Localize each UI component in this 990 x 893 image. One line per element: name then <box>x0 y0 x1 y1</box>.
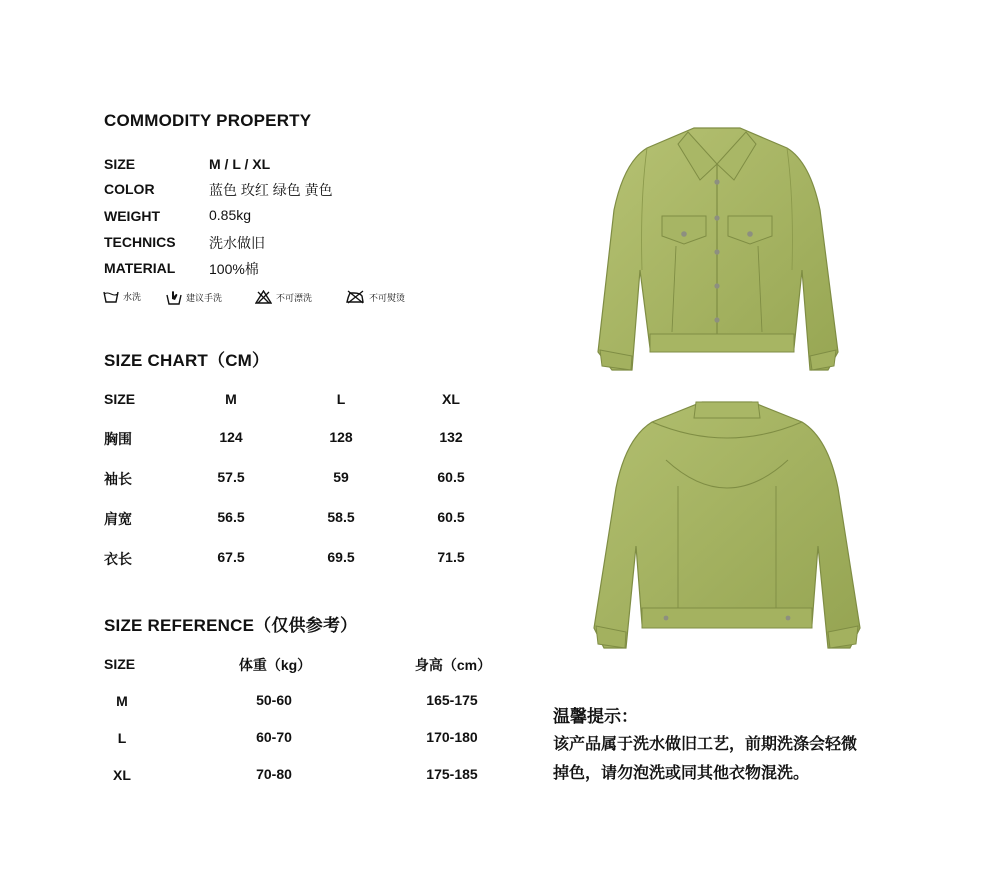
care-item-no-bleach <box>255 290 312 304</box>
size-reference-header-weight: 体重（kg） <box>238 657 312 673</box>
no-iron-icon <box>345 290 365 304</box>
prop-label-material: MATERIAL <box>104 260 176 276</box>
size-reference-size: L <box>117 730 127 746</box>
prop-label-size: SIZE <box>104 156 136 172</box>
size-chart-row-label: 胸围 <box>104 431 132 447</box>
size-reference-height: 175-185 <box>426 766 478 782</box>
size-chart-cell: 59 <box>333 469 349 485</box>
prop-value-weight: 0.85kg <box>209 207 252 223</box>
tip-title: 温馨提示： <box>553 707 638 726</box>
care-item-hand-wash <box>166 290 222 305</box>
prop-label-color: COLOR <box>104 181 155 197</box>
care-item-wash <box>103 290 141 303</box>
size-chart-row-label: 衣长 <box>104 551 132 567</box>
no-bleach-icon <box>255 290 272 304</box>
size-reference-header-height: 身高（cm） <box>414 657 492 673</box>
size-chart-header-size: SIZE <box>104 391 136 407</box>
size-chart-cell: 56.5 <box>217 509 245 525</box>
care-label-wash: 水洗 <box>123 292 142 302</box>
care-item-no-iron <box>345 290 405 304</box>
tip-line-1: 该产品属于洗水做旧工艺，前期洗涤会轻微 <box>553 736 858 753</box>
prop-label-weight: WEIGHT <box>104 208 160 224</box>
prop-value-material: 100%棉 <box>209 261 259 277</box>
size-chart-header-l: L <box>336 391 346 407</box>
size-chart-header-xl: XL <box>442 391 460 407</box>
hand-wash-icon <box>166 290 182 305</box>
care-label-hand-wash: 建议手洗 <box>186 293 223 303</box>
care-label-no-bleach: 不可漂洗 <box>276 292 313 303</box>
care-label-no-iron: 不可熨烫 <box>369 292 406 303</box>
jacket-back-image <box>582 396 872 662</box>
size-chart-row-label: 肩宽 <box>104 511 132 527</box>
size-chart-row-label: 袖长 <box>104 471 132 487</box>
jacket-front-image <box>582 120 852 382</box>
size-reference-weight: 50-60 <box>256 692 292 708</box>
commodity-title: COMMODITY PROPERTY <box>104 111 312 130</box>
size-chart-cell: 132 <box>439 429 463 445</box>
size-reference-weight: 60-70 <box>256 729 292 745</box>
wash-tub-icon <box>103 290 119 303</box>
size-chart-header-m: M <box>225 391 237 407</box>
prop-label-technics: TECHNICS <box>104 234 176 250</box>
size-chart-title: SIZE CHART（CM） <box>104 351 270 370</box>
size-reference-header-size: SIZE <box>104 656 136 672</box>
prop-value-size: M / L / XL <box>209 156 271 172</box>
prop-value-technics: 洗水做旧 <box>209 235 265 251</box>
size-chart-cell: 60.5 <box>437 509 465 525</box>
size-chart-cell: 57.5 <box>217 469 245 485</box>
size-reference-height: 170-180 <box>426 729 478 745</box>
size-chart-cell: 69.5 <box>327 549 355 565</box>
size-reference-size: M <box>116 693 128 709</box>
size-reference-weight: 70-80 <box>256 766 292 782</box>
tip-line-2: 掉色，请勿泡洗或同其他衣物混洗。 <box>553 765 810 782</box>
size-chart-cell: 71.5 <box>437 549 465 565</box>
prop-value-color: 蓝色 玫红 绿色 黄色 <box>209 182 333 198</box>
size-chart-cell: 124 <box>219 429 243 445</box>
size-reference-height: 165-175 <box>426 692 478 708</box>
size-chart-cell: 128 <box>329 429 353 445</box>
size-reference-title: SIZE REFERENCE（仅供参考） <box>104 616 358 635</box>
size-chart-cell: 60.5 <box>437 469 465 485</box>
size-chart-cell: 67.5 <box>217 549 245 565</box>
size-chart-cell: 58.5 <box>327 509 355 525</box>
size-reference-size: XL <box>113 767 131 783</box>
